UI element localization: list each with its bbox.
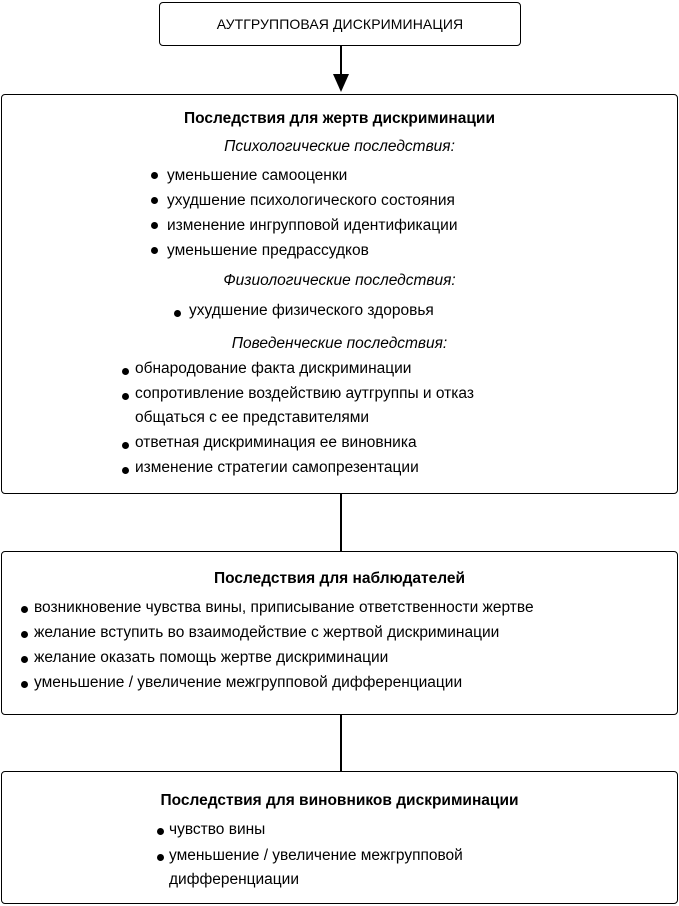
connector-victims-observers [340,493,342,551]
connector-top-arrow-line [340,46,342,76]
top-box [159,2,521,46]
observers-box [1,551,678,715]
bullet-icon [122,393,129,400]
bullet-icon [174,310,181,317]
observers-item: уменьшение / увеличение межгрупповой дифференциации [34,674,463,691]
behav-item: сопротивление воздействию аутгруппы и отказ [135,385,474,402]
psych-item: ухудшение психологического состояния [167,192,455,209]
bullet-icon [151,247,158,254]
bullet-icon [122,368,129,375]
bullet-icon [151,197,158,204]
observers-item: желание оказать помощь жертве дискриминации [34,649,389,666]
psych-item: уменьшение предрассудков [167,242,369,259]
behav-item-continuation: общаться с ее представителями [135,409,370,426]
behav-item: обнародование факта дискриминации [135,360,412,377]
victims-heading: Последствия для жертв дискриминации [184,110,495,127]
behav-item: изменение стратегии самопрезентации [135,459,419,476]
bullet-icon [21,656,28,663]
bullet-icon [151,172,158,179]
perpetrators-item: уменьшение / увеличение межгрупповой [169,847,463,864]
behav-item: ответная дискриминация ее виновника [135,434,417,451]
observers-item: желание вступить во взаимодействие с жертвой дискриминации [34,624,500,641]
top-box-title: АУТГРУППОВАЯ ДИСКРИМИНАЦИЯ [216,16,464,32]
psych-item: уменьшение самооценки [167,167,348,184]
perpetrators-item: чувство вины [169,821,266,838]
perpetrators-item-continuation: дифференциации [169,871,299,888]
bullet-icon [21,681,28,688]
connector-observers-perpetrators [340,714,342,771]
perpetrators-box [1,771,678,904]
psych-subheading: Психологические последствия: [224,138,455,155]
phys-subheading: Физиологические последствия: [223,272,456,289]
bullet-icon [122,467,129,474]
victims-box [1,94,678,494]
bullet-icon [21,606,28,613]
arrowhead-down [333,74,349,92]
bullet-icon [122,442,129,449]
observers-heading: Последствия для наблюдателей [213,570,466,587]
psych-item: изменение ингрупповой идентификации [167,217,458,234]
observers-item: возникновение чувства вины, приписывание ответственности жертве [34,599,534,616]
perpetrators-heading: Последствия для виновников дискриминации [160,792,519,809]
bullet-icon [157,828,164,835]
behav-subheading: Поведенческие последствия: [231,335,448,352]
phys-item: ухудшение физического здоровья [189,302,434,319]
bullet-icon [157,854,164,861]
bullet-icon [151,222,158,229]
bullet-icon [21,631,28,638]
